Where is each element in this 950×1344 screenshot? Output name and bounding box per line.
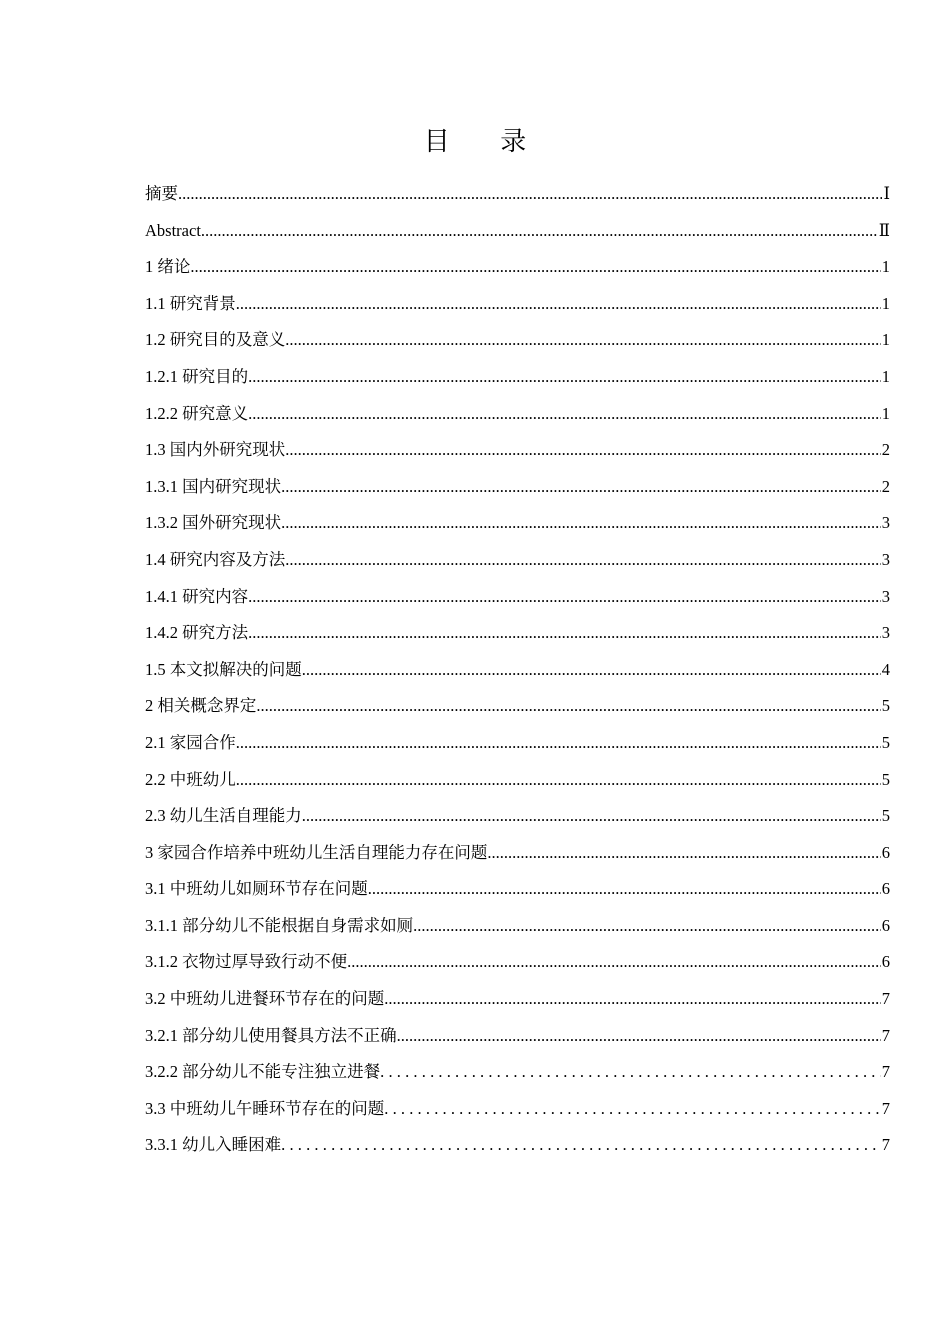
- toc-leader-dots: [302, 652, 881, 689]
- toc-entry-page: 4: [881, 659, 890, 679]
- toc-entry-label: 2.3 幼儿生活自理能力: [145, 806, 302, 826]
- toc-entry-page: 6: [881, 952, 890, 972]
- toc-entry-page: 7: [881, 989, 890, 1009]
- toc-entry[interactable]: [145, 432, 890, 469]
- toc-entry[interactable]: [145, 981, 890, 1018]
- toc-entry[interactable]: [145, 688, 890, 725]
- toc-entry[interactable]: [145, 176, 890, 213]
- toc-entry[interactable]: [145, 359, 890, 396]
- toc-entry-page: 6: [881, 879, 890, 899]
- toc-entry[interactable]: [145, 762, 890, 799]
- toc-entry-page: 7: [881, 1098, 890, 1118]
- toc-entry-label: 3.1.1 部分幼儿不能根据自身需求如厕: [145, 915, 414, 935]
- toc-leader-dots: [248, 359, 881, 396]
- toc-entry-page: 7: [881, 1062, 890, 1082]
- toc-entry-label: 1.3.1 国内研究现状: [145, 476, 282, 496]
- toc-entry-label: 3.2.1 部分幼儿使用餐具方法不正确: [145, 1025, 397, 1045]
- toc-leader-dots: [380, 1054, 881, 1091]
- toc-entry[interactable]: [145, 1127, 890, 1164]
- toc-entry-page: 2: [881, 440, 890, 460]
- toc-leader-dots: [248, 396, 881, 433]
- toc-entry-label: 2.1 家园合作: [145, 732, 236, 752]
- toc-entry[interactable]: [145, 725, 890, 762]
- toc-entry-page: 2: [881, 476, 890, 496]
- toc-leader-dots: [281, 469, 881, 506]
- toc-entry[interactable]: [145, 542, 890, 579]
- toc-leader-dots: [248, 579, 881, 616]
- toc-leader-dots: [285, 542, 881, 579]
- toc-leader-dots: [285, 322, 881, 359]
- toc-entry[interactable]: [145, 1018, 890, 1055]
- toc-entry-page: 5: [881, 769, 890, 789]
- toc-entry-label: 1.2 研究目的及意义: [145, 330, 286, 350]
- toc-entry[interactable]: [145, 652, 890, 689]
- toc-entry[interactable]: [145, 1054, 890, 1091]
- toc-entry-label: 3 家园合作培养中班幼儿生活自理能力存在问题: [145, 842, 488, 862]
- toc-entry-page: 5: [881, 806, 890, 826]
- toc-entry-label: 2.2 中班幼儿: [145, 769, 236, 789]
- toc-entry-label: 2 相关概念界定: [145, 696, 257, 716]
- toc-leader-dots: [413, 908, 881, 945]
- toc-entry[interactable]: [145, 322, 890, 359]
- toc-entry-page: 1: [881, 403, 890, 423]
- toc-entry-page: 7: [881, 1025, 890, 1045]
- toc-leader-dots: [368, 871, 881, 908]
- toc-entry-label: 3.1.2 衣物过厚导致行动不便: [145, 952, 348, 972]
- toc-entry-label: 3.2.2 部分幼儿不能专注独立进餐: [145, 1062, 381, 1082]
- toc-entry-label: 1.3.2 国外研究现状: [145, 513, 282, 533]
- toc-entry[interactable]: [145, 835, 890, 872]
- toc-leader-dots: [384, 1091, 881, 1128]
- toc-entry-label: 1.2.1 研究目的: [145, 366, 249, 386]
- toc-leader-dots: [236, 725, 881, 762]
- toc-leader-dots: [236, 762, 881, 799]
- toc-entry-page: 1: [881, 366, 890, 386]
- toc-entry[interactable]: [145, 798, 890, 835]
- toc-entry-label: 3.2 中班幼儿进餐环节存在的问题: [145, 989, 385, 1009]
- toc-entry-page: 7: [881, 1135, 890, 1155]
- toc-entry[interactable]: [145, 213, 890, 250]
- toc-leader-dots: [281, 1127, 881, 1164]
- toc-entry-page: 1: [881, 293, 890, 313]
- toc-entry[interactable]: [145, 286, 890, 323]
- toc-title: 目 录: [423, 127, 549, 156]
- toc-entry-page: Ⅰ: [883, 184, 890, 203]
- toc-entry-label: Abstract: [145, 220, 201, 240]
- toc-entry-label: 1.2.2 研究意义: [145, 403, 249, 423]
- toc-leader-dots: [201, 213, 878, 250]
- toc-entry[interactable]: [145, 505, 890, 542]
- toc-entry-page: Ⅱ: [878, 220, 890, 240]
- toc-entry-page: 3: [881, 623, 890, 643]
- toc-entry-page: 3: [881, 549, 890, 569]
- toc-leader-dots: [347, 944, 881, 981]
- toc-entry[interactable]: [145, 944, 890, 981]
- toc-entry-label: 1.4.2 研究方法: [145, 623, 249, 643]
- toc-entry[interactable]: [145, 615, 890, 652]
- toc-entry[interactable]: [145, 469, 890, 506]
- toc-leader-dots: [236, 286, 881, 323]
- toc-leader-dots: [256, 688, 880, 725]
- toc-leader-dots: [178, 176, 882, 213]
- toc-entry-label: 3.3.1 幼儿入睡困难: [145, 1135, 282, 1155]
- toc-entry-page: 6: [881, 842, 890, 862]
- toc-entry[interactable]: [145, 871, 890, 908]
- toc-entry-page: 3: [881, 513, 890, 533]
- toc-entry-label: 1.4 研究内容及方法: [145, 549, 286, 569]
- toc-entry-label: 1.1 研究背景: [145, 293, 236, 313]
- toc-entry-label: 摘要: [145, 184, 178, 203]
- toc-entry-label: 3.3 中班幼儿午睡环节存在的问题: [145, 1098, 385, 1118]
- toc-entry-page: 5: [881, 696, 890, 716]
- toc-leader-dots: [190, 249, 880, 286]
- toc-entry[interactable]: [145, 1091, 890, 1128]
- toc-entry[interactable]: [145, 908, 890, 945]
- toc-leader-dots: [248, 615, 881, 652]
- toc-leader-dots: [384, 981, 881, 1018]
- toc-entry-page: 3: [881, 586, 890, 606]
- toc-leader-dots: [302, 798, 881, 835]
- toc-entry-label: 1.3 国内外研究现状: [145, 440, 286, 460]
- toc-entry-label: 1.4.1 研究内容: [145, 586, 249, 606]
- toc-entry-page: 1: [881, 257, 890, 277]
- toc-entry-label: 3.1 中班幼儿如厕环节存在问题: [145, 879, 368, 899]
- toc-leader-dots: [487, 835, 880, 872]
- toc-entry-page: 1: [881, 330, 890, 350]
- toc-entry-page: 6: [881, 915, 890, 935]
- toc-entry-page: 5: [881, 732, 890, 752]
- toc-entry[interactable]: [145, 579, 890, 616]
- toc-entry-label: 1 绪论: [145, 257, 191, 277]
- toc-entry-label: 1.5 本文拟解决的问题: [145, 659, 302, 679]
- toc-entry[interactable]: [145, 396, 890, 433]
- toc-leader-dots: [281, 505, 881, 542]
- toc-entry[interactable]: [145, 249, 890, 286]
- toc-list: [145, 176, 890, 1164]
- toc-leader-dots: [285, 432, 881, 469]
- toc-leader-dots: [397, 1018, 881, 1055]
